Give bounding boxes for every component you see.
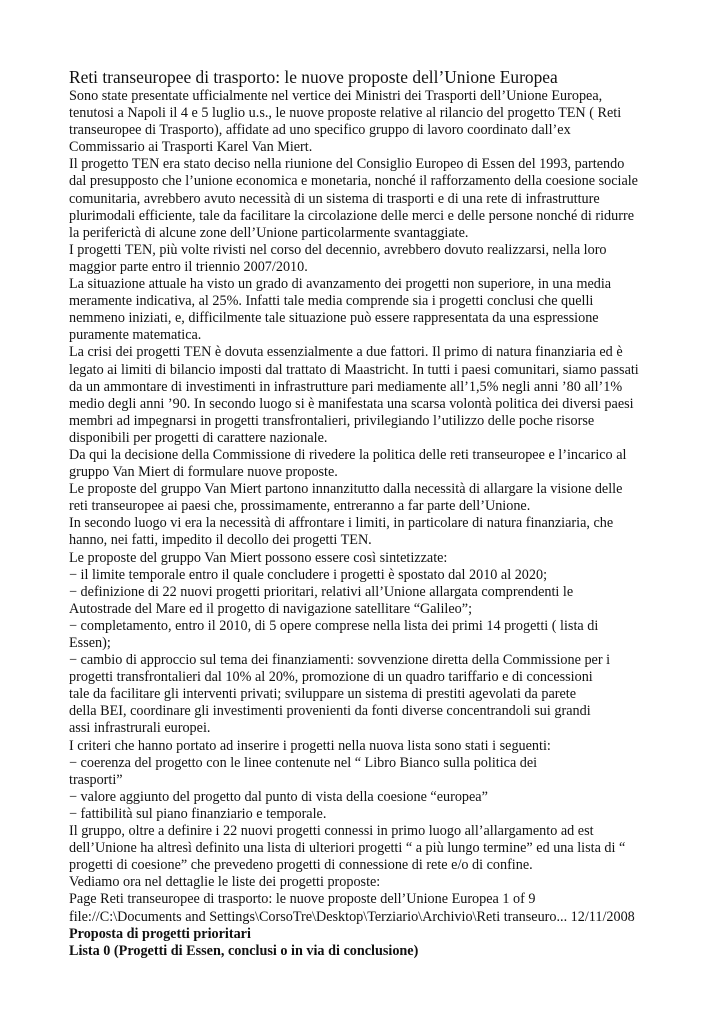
text-line: dell’Unione ha altresì definito una lista di ulteriori progetti “ a più lungo termine” ed una lista di “ bbox=[69, 840, 626, 857]
text-line: membri ad impegnarsi in progetti transfrontalieri, privilegiando l’utilizzo delle poche risorse bbox=[69, 412, 595, 429]
text-line: Autostrade del Mare ed il progetto di navigazione satellitare “Galileo”; bbox=[69, 600, 473, 617]
text-line: comunitaria, avrebbero avuto necessità di un sistema di trasporti e di una rete di infrastrutture bbox=[69, 190, 600, 207]
text-line: Il progetto TEN era stato deciso nella riunione del Consiglio Europeo di Essen del 1993, partendo bbox=[69, 156, 625, 173]
text-line: meramente indicativa, al 25%. Infatti tale media comprende sia i progetti conclusi che quelli bbox=[69, 293, 594, 310]
text-line: trasporti” bbox=[69, 771, 123, 788]
text-line: Commissario ai Trasporti Karel Van Miert. bbox=[69, 139, 313, 156]
text-line: Sono state presentate ufficialmente nel vertice dei Ministri dei Trasporti dell’Unione Europea, bbox=[69, 88, 603, 104]
text-line: transeuropee di Trasporto), affidate ad uno specifico gruppo di lavoro coordinato dall’ex bbox=[69, 122, 571, 139]
text-line: − il limite temporale entro il quale concludere i progetti è spostato dal 2010 al 2020; bbox=[69, 566, 548, 583]
text-line: dal presupposto che l’unione economica e monetaria, nonché il rafforzamento della coesione sociale bbox=[69, 173, 638, 190]
text-line: legato ai limiti di bilancio imposti dal trattato di Maastricht. In tutti i paesi comunitari, siamo passati bbox=[69, 361, 639, 378]
text-line: tenutosi a Napoli il 4 e 5 luglio u.s., le nuove proposte relative al rilancio del progetto TEN ( Reti bbox=[69, 105, 622, 122]
text-line: tale da facilitare gli interventi privati; sviluppare un sistema di prestiti agevolati da parete bbox=[69, 686, 577, 703]
text-line: puramente matematica. bbox=[69, 327, 202, 344]
document-title: Reti transeuropee di trasporto: le nuove proposte dell’Unione Europea bbox=[69, 67, 558, 87]
text-line: medio degli anni ’90. In secondo luogo si è manifestata una scarsa volontà politica dei diversi paesi bbox=[69, 395, 634, 412]
section-heading-lista-0: Lista 0 (Progetti di Essen, conclusi o in via di conclusione) bbox=[69, 942, 419, 959]
text-line: della BEI, coordinare gli investimenti provenienti da fonti diverse concentrandoli sui grandi bbox=[69, 703, 591, 720]
text-line: La situazione attuale ha visto un grado di avanzamento dei progetti non superiore, in una media bbox=[69, 276, 612, 293]
text-line: In secondo luogo vi era la necessità di affrontare i limiti, in particolare di natura finanziaria, che bbox=[69, 515, 614, 532]
text-line: file://C:\Documents and Settings\CorsoTre\Desktop\Terziario\Archivio\Reti transeuro... 12/11/2008 bbox=[69, 908, 635, 925]
text-line: − valore aggiunto del progetto dal punto di vista della coesione “europea” bbox=[69, 788, 488, 805]
text-line: − definizione di 22 nuovi progetti prioritari, relativi all’Unione allargata comprendenti le bbox=[69, 583, 574, 600]
section-heading-prioritari: Proposta di progetti prioritari bbox=[69, 925, 251, 942]
text-line: I progetti TEN, più volte rivisti nel corso del decennio, avrebbero dovuto realizzarsi, nella loro bbox=[69, 241, 607, 258]
text-line: maggior parte entro il triennio 2007/2010. bbox=[69, 258, 308, 275]
text-line: progetti transfrontalieri dal 10% al 20%, promozione di un quadro tariffario e di concessioni bbox=[69, 669, 593, 686]
text-line: Il gruppo, oltre a definire i 22 nuovi progetti connessi in primo luogo all’allargamento ad est bbox=[69, 823, 594, 840]
text-line: Essen); bbox=[69, 635, 111, 651]
document-page bbox=[69, 66, 669, 960]
text-line: − cambio di approccio sul tema dei finanziamenti: sovvenzione diretta della Commissione per i bbox=[69, 652, 611, 669]
text-line: gruppo Van Miert di formulare nuove proposte. bbox=[69, 464, 338, 481]
text-line: − coerenza del progetto con le linee contenute nel “ Libro Bianco sulla politica dei bbox=[69, 754, 538, 771]
text-line: La crisi dei progetti TEN è dovuta essenzialmente a due fattori. Il primo di natura finanziaria ed è bbox=[69, 344, 623, 361]
text-line: Le proposte del gruppo Van Miert partono innanzitutto dalla necessità di allargare la visione delle bbox=[69, 481, 623, 498]
text-line: reti transeuropee ai paesi che, prossimamente, entreranno a far parte dell’Unione. bbox=[69, 498, 531, 515]
text-line: disponibili per progetti di carattere nazionale. bbox=[69, 429, 328, 446]
text-line: − fattibilità sul piano finanziario e temporale. bbox=[69, 805, 327, 822]
text-line: Le proposte del gruppo Van Miert possono essere così sintetizzate: bbox=[69, 549, 448, 566]
text-line: hanno, nei fatti, impedito il decollo dei progetti TEN. bbox=[69, 532, 372, 549]
text-line: Vediamo ora nel dettaglie le liste dei progetti proposte: bbox=[69, 874, 381, 891]
document-body bbox=[69, 88, 669, 926]
text-line: plurimodali efficiente, tale da facilitare la circolazione delle merci e delle persone nonché di ridurre bbox=[69, 207, 634, 224]
text-line: progetti di coesione” che prevedeno progetti di connessione di rete e/o di confine. bbox=[69, 857, 533, 874]
text-line: − completamento, entro il 2010, di 5 opere comprese nella lista dei primi 14 progetti ( lista di bbox=[69, 617, 599, 634]
text-line: assi infrastrurali europei. bbox=[69, 720, 211, 737]
text-line: da un ammontare di investimenti in infrastrutture pari mediamente all’1,5% negli anni ’80 all’1% bbox=[69, 378, 623, 395]
text-line: Da qui la decisione della Commissione di rivedere la politica delle reti transeuropee e l’incarico al bbox=[69, 446, 627, 463]
text-line: nemmeno iniziati, e, difficilmente tale situazione può essere rappresentata da una espressione bbox=[69, 310, 599, 327]
text-line: I criteri che hanno portato ad inserire i progetti nella nuova lista sono stati i seguenti: bbox=[69, 737, 551, 754]
text-line: Page Reti transeuropee di trasporto: le nuove proposte dell’Unione Europea 1 of 9 bbox=[69, 891, 536, 908]
text-line: la periferictà di alcune zone dell’Unione particolarmente svantaggiate. bbox=[69, 224, 469, 241]
